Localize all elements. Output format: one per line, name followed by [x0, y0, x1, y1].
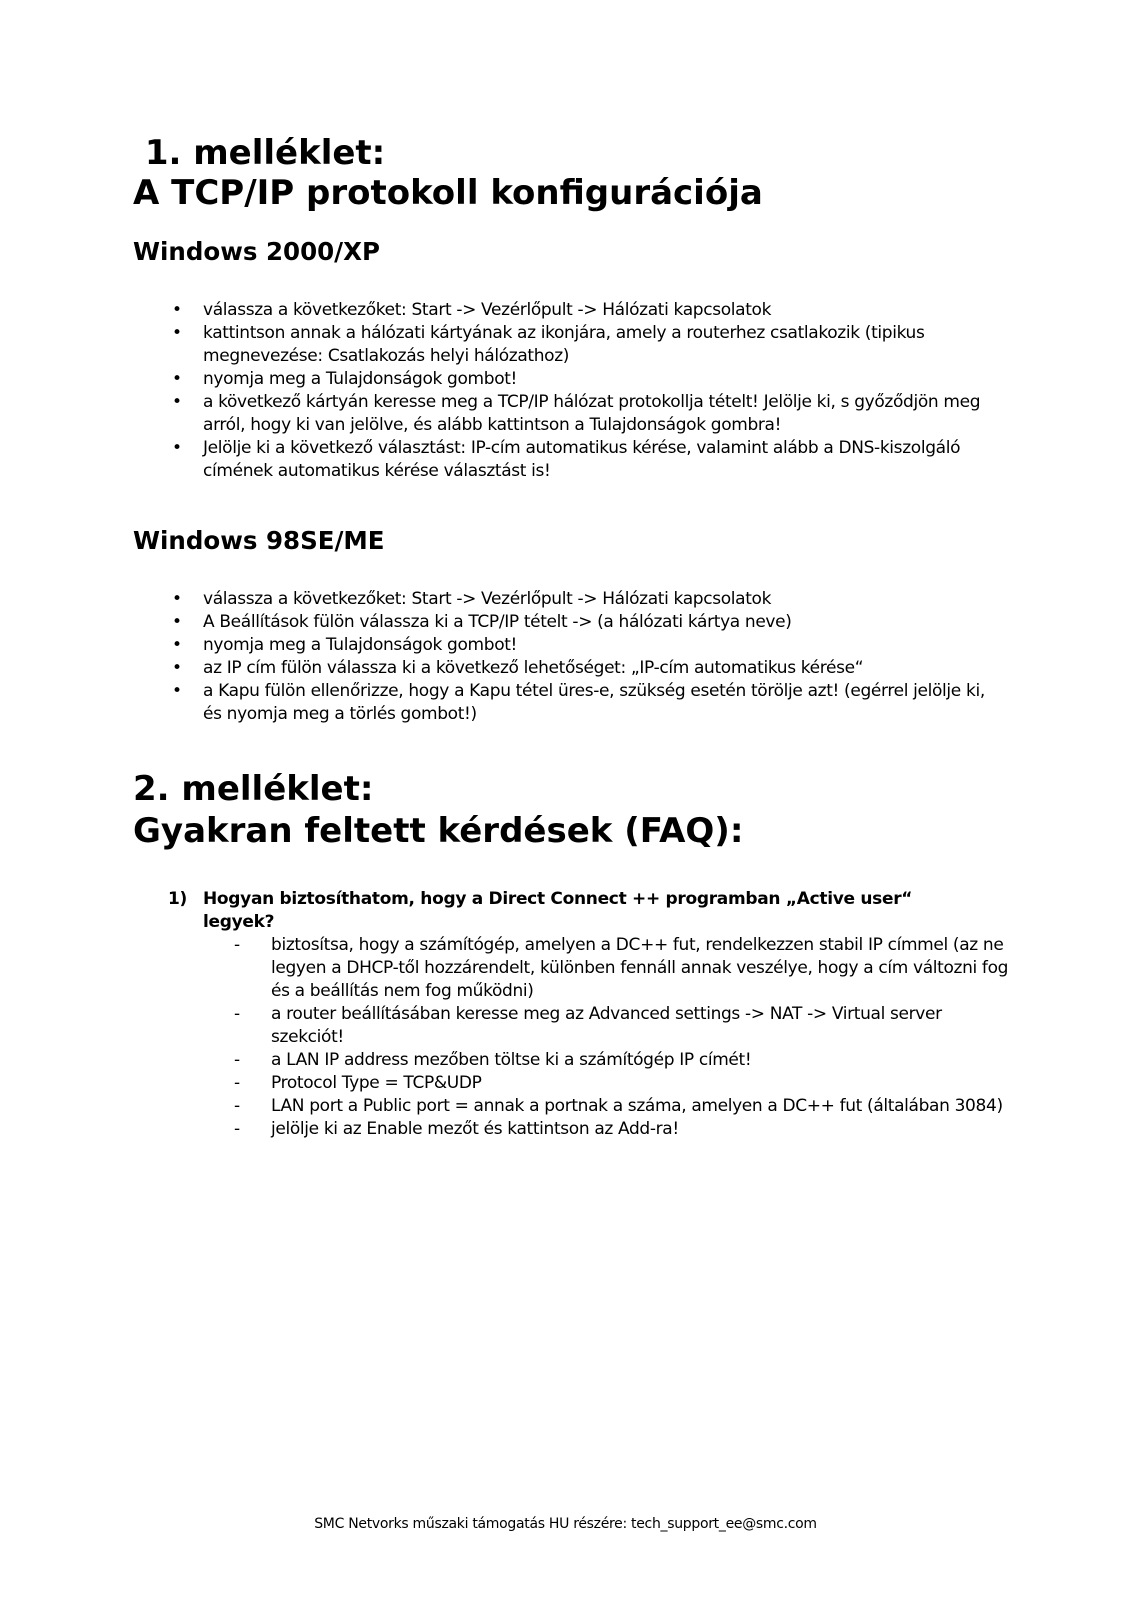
list-item-text: válassza a következőket: Start -> Vezérlőpult -> Hálózati kapcsolatok	[203, 589, 772, 609]
dash-icon: -	[234, 1096, 240, 1116]
list-item-text: nyomja meg a Tulajdonságok gombot!	[203, 369, 518, 389]
bullet-icon: •	[172, 392, 182, 412]
bullet-icon: •	[172, 589, 182, 609]
dash-icon: -	[234, 935, 240, 955]
annex2-title-line1: 2. melléklet:	[133, 769, 374, 809]
list-item	[234, 1072, 1009, 1095]
list-item-text: kattintson annak a hálózati kártyának az ikonjára, amely a routerhez csatlakozik (tipikus megnevezése: Csatlakozás helyi hálózathoz)	[203, 323, 925, 366]
faq-question	[168, 888, 948, 934]
list-item-text: Jelölje ki a következő választást: IP-cím automatikus kérése, valamint alább a DNS-kiszolgáló címének automatikus kérése választást is!	[203, 438, 961, 481]
list-item-text: a router beállításában keresse meg az Advanced settings -> NAT -> Virtual server szekciót!	[271, 1004, 942, 1047]
annex1-title-line1: 1. melléklet:	[133, 133, 386, 173]
list-item-text: A Beállítások fülön válassza ki a TCP/IP tételt -> (a hálózati kártya neve)	[203, 612, 792, 632]
annex1-title-line2: A TCP/IP protokoll konfigurációja	[133, 173, 763, 213]
dash-icon: -	[234, 1050, 240, 1070]
list-item	[172, 299, 1002, 322]
list-item-text: a Kapu fülön ellenőrizze, hogy a Kapu tétel üres-e, szükség esetén törölje azt! (egérrel jelölje ki, és nyomja meg a törlés gombot!)	[203, 681, 985, 724]
bullet-icon: •	[172, 323, 182, 343]
section-heading-win98seme: Windows 98SE/ME	[133, 526, 385, 555]
win98seme-steps-list	[172, 588, 1002, 726]
section-heading-win2000xp: Windows 2000/XP	[133, 237, 380, 266]
bullet-icon: •	[172, 369, 182, 389]
list-item	[234, 1118, 1009, 1141]
dash-icon: -	[234, 1073, 240, 1093]
list-item	[172, 437, 1002, 483]
list-item-text: nyomja meg a Tulajdonságok gombot!	[203, 635, 518, 655]
list-item	[172, 657, 1002, 680]
win2000xp-steps-list	[172, 299, 1002, 483]
page-footer: SMC Netvorks műszaki támogatás HU részére: tech_support_ee@smc.com	[314, 1516, 817, 1532]
list-item-text: az IP cím fülön válassza ki a következő lehetőséget: „IP-cím automatikus kérése“	[203, 658, 864, 678]
list-item	[234, 934, 1009, 1003]
list-item-text: jelölje ki az Enable mezőt és kattintson az Add-ra!	[271, 1119, 679, 1139]
faq-question-text: Hogyan biztosíthatom, hogy a Direct Connect ++ programban „Active user“ legyek?	[203, 889, 913, 932]
list-item	[172, 634, 1002, 657]
list-item-text: biztosítsa, hogy a számítógép, amelyen a DC++ fut, rendelkezzen stabil IP címmel (az ne legyen a DHCP-től hozzárendelt, különben fennáll annak veszélye, hogy a cím változni fog és a beállítás nem fog működni)	[271, 935, 1009, 1001]
list-item-text: LAN port a Public port = annak a portnak a száma, amelyen a DC++ fut (általában 3084)	[271, 1096, 1003, 1116]
list-item	[234, 1049, 1009, 1072]
list-item	[234, 1095, 1009, 1118]
list-item-text: a LAN IP address mezőben töltse ki a számítógép IP címét!	[271, 1050, 752, 1070]
dash-icon: -	[234, 1004, 240, 1024]
list-item	[172, 368, 1002, 391]
list-item	[172, 391, 1002, 437]
bullet-icon: •	[172, 635, 182, 655]
faq-question-number: 1)	[168, 889, 187, 909]
list-item	[172, 611, 1002, 634]
faq-answer-steps-list	[234, 934, 1009, 1141]
list-item	[172, 680, 1002, 726]
list-item-text: Protocol Type = TCP&UDP	[271, 1073, 482, 1093]
list-item	[172, 322, 1002, 368]
bullet-icon: •	[172, 658, 182, 678]
bullet-icon: •	[172, 681, 182, 701]
list-item-text: válassza a következőket: Start -> Vezérlőpult -> Hálózati kapcsolatok	[203, 300, 772, 320]
list-item-text: a következő kártyán keresse meg a TCP/IP hálózat protokollja tételt! Jelölje ki, s győződjön meg arról, hogy ki van jelölve, és alább kattintson a Tulajdonságok gombra!	[203, 392, 981, 435]
bullet-icon: •	[172, 612, 182, 632]
bullet-icon: •	[172, 300, 182, 320]
list-item	[172, 588, 1002, 611]
list-item	[234, 1003, 1009, 1049]
annex2-title-line2: Gyakran feltett kérdések (FAQ):	[133, 811, 744, 851]
dash-icon: -	[234, 1119, 240, 1139]
bullet-icon: •	[172, 438, 182, 458]
